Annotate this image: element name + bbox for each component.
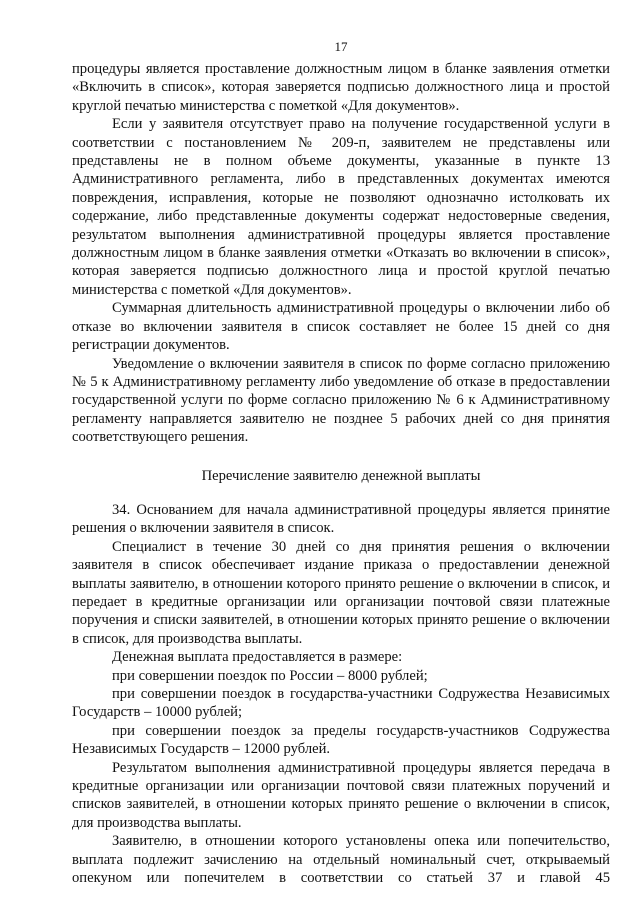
paragraph-guardianship: Заявителю, в отношении которого установлены опека или попечительство, выплата подлежит зачислению на отдельный номинальный счет, открываемый опекуном или попечителем в соответствии со статьей 37 и главой 45 [72,833,610,887]
paragraph-notification: Уведомление о включении заявителя в список по форме согласно приложению № 5 к Административному регламенту либо уведомление об отказе в предоставлении государственной услуги по форме согласно приложению № 6 к Административному регламенту направляется заявителю не позднее 5 рабочих дней со дня принятия соответствующего решения. [72,355,610,446]
document-body [72,60,610,887]
paragraph-duration: Суммарная длительность административной процедуры о включении либо об отказе во включении заявителя в список составляет не более 15 дней со дня регистрации документов. [72,300,610,354]
paragraph-result: Результатом выполнения административной процедуры является передача в кредитные организации или организации почтовой связи платежных поручений и списков заявителей, в отношении которых принято решение о включении в список, для производства выплаты. [72,759,610,831]
section-heading: Перечисление заявителю денежной выплаты [201,467,481,484]
page-number: 17 [334,39,348,54]
paragraph-item-34: 34. Основанием для начала административной процедуры является принятие решения о включении заявителя в список. [72,501,610,537]
paragraph-amount-cis: при совершении поездок в государства-участники Содружества Независимых Государств – 10000 рублей; [72,686,610,721]
paragraph-refusal-grounds: Если у заявителя отсутствует право на получение государственной услуги в соответствии с постановлением № 209-п, заявителем не представлены или представлены не в полном объеме документы, указанные в пункте 13 Административного регламента, либо в представленных документах имеются повреждения, исправления, которые не позволяют однозначно истолковать их содержание, либо представленные документы содержат недостоверные сведения, результатом выполнения административной процедуры является проставление должностным лицом в бланке заявления отметки «Отказать во включении в список», которая заверяется подписью должностного лица и простой круглой печатью министерства с пометкой «Для документов». [72,116,610,298]
paragraph-continuation: процедуры является проставление должностным лицом в бланке заявления отметки «Включить в список», которая заверяется подписью должностного лица и простой круглой печатью министерства с пометкой «Для документов». [72,61,610,114]
paragraph-amount-russia: при совершении поездок по России – 8000 рублей; [112,667,428,684]
paragraph-amount-intro: Денежная выплата предоставляется в размере: [112,649,403,666]
paragraph-specialist: Специалист в течение 30 дней со дня принятия решения о включении заявителя в список обеспечивает издание приказа о предоставлении денежной выплаты заявителю, в отношении которого принято решение о включении в список, и передает в кредитные организации или организации почтовой связи платежные поручения и списки заявителей, в отношении которых принято решение о включении в список, для производства выплаты. [72,538,610,647]
paragraph-amount-abroad: при совершении поездок за пределы государств-участников Содружества Независимых Государств – 12000 рублей. [72,722,610,758]
